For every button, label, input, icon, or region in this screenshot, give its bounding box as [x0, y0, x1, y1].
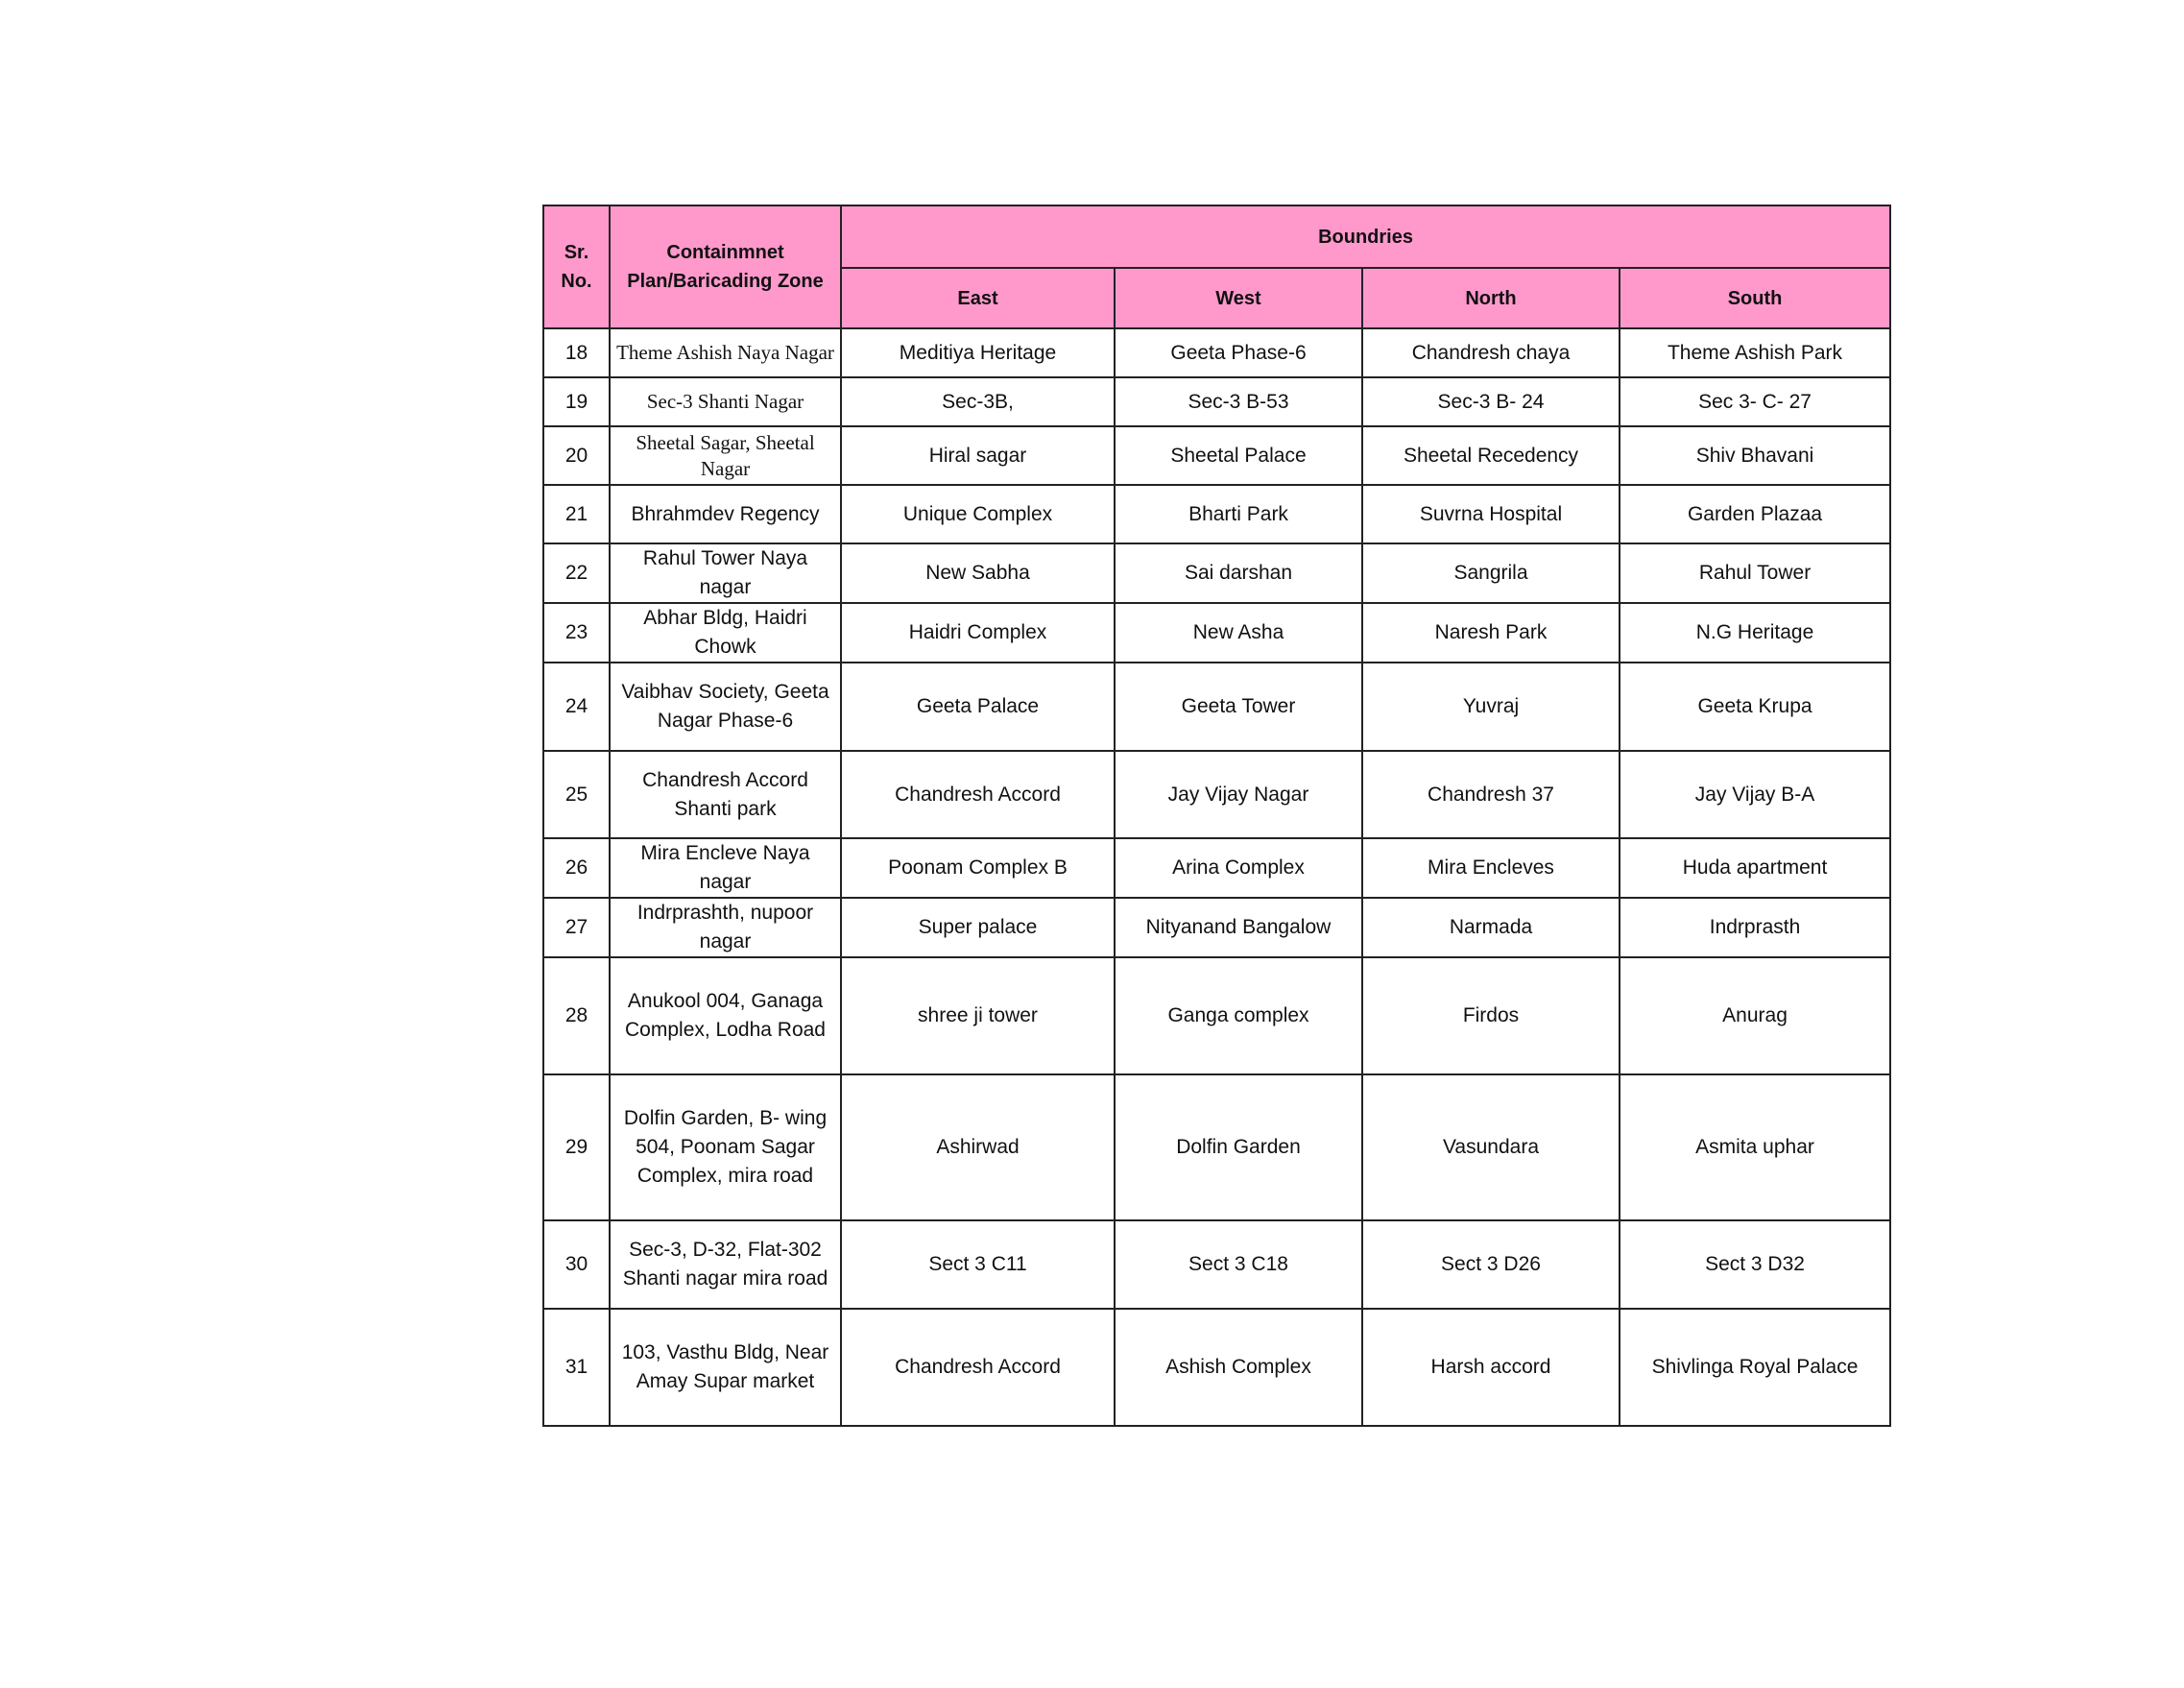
cell-north: Narmada — [1362, 898, 1620, 957]
cell-zone: Indrprashth, nupoor nagar — [610, 898, 841, 957]
table-row — [543, 751, 1890, 838]
table-row — [543, 1309, 1890, 1426]
table-row — [543, 543, 1890, 603]
cell-sr: 19 — [543, 377, 610, 426]
cell-north: Chandresh 37 — [1362, 751, 1620, 838]
cell-sr: 27 — [543, 898, 610, 957]
table-row — [543, 426, 1890, 485]
cell-west: Ashish Complex — [1115, 1309, 1362, 1426]
header-row-top — [543, 205, 1890, 268]
cell-south: Theme Ashish Park — [1620, 328, 1890, 377]
table-row — [543, 377, 1890, 426]
cell-east: shree ji tower — [841, 957, 1115, 1074]
cell-sr: 21 — [543, 485, 610, 543]
header-zone: Containmnet Plan/Baricading Zone — [610, 205, 841, 328]
cell-east: Haidri Complex — [841, 603, 1115, 663]
cell-south: N.G Heritage — [1620, 603, 1890, 663]
cell-south: Jay Vijay B-A — [1620, 751, 1890, 838]
header-north: North — [1362, 268, 1620, 328]
cell-south: Shiv Bhavani — [1620, 426, 1890, 485]
cell-east: Sect 3 C11 — [841, 1220, 1115, 1309]
cell-east: Hiral sagar — [841, 426, 1115, 485]
cell-west: Dolfin Garden — [1115, 1074, 1362, 1220]
containment-zone-table — [542, 205, 1891, 1427]
cell-zone: Sec-3 Shanti Nagar — [610, 377, 841, 426]
table-row — [543, 663, 1890, 751]
cell-north: Chandresh chaya — [1362, 328, 1620, 377]
cell-west: Bharti Park — [1115, 485, 1362, 543]
cell-west: Geeta Tower — [1115, 663, 1362, 751]
cell-south: Sec 3- C- 27 — [1620, 377, 1890, 426]
cell-east: Ashirwad — [841, 1074, 1115, 1220]
cell-east: Meditiya Heritage — [841, 328, 1115, 377]
cell-sr: 22 — [543, 543, 610, 603]
cell-zone: Sec-3, D-32, Flat-302 Shanti nagar mira road — [610, 1220, 841, 1309]
cell-south: Shivlinga Royal Palace — [1620, 1309, 1890, 1426]
cell-sr: 31 — [543, 1309, 610, 1426]
cell-east: Chandresh Accord — [841, 751, 1115, 838]
cell-north: Sect 3 D26 — [1362, 1220, 1620, 1309]
cell-east: New Sabha — [841, 543, 1115, 603]
header-south: South — [1620, 268, 1890, 328]
cell-sr: 23 — [543, 603, 610, 663]
cell-north: Yuvraj — [1362, 663, 1620, 751]
cell-south: Asmita uphar — [1620, 1074, 1890, 1220]
cell-west: Sai darshan — [1115, 543, 1362, 603]
cell-north: Harsh accord — [1362, 1309, 1620, 1426]
cell-sr: 30 — [543, 1220, 610, 1309]
cell-west: Ganga complex — [1115, 957, 1362, 1074]
cell-west: Jay Vijay Nagar — [1115, 751, 1362, 838]
cell-sr: 20 — [543, 426, 610, 485]
header-west: West — [1115, 268, 1362, 328]
table-row — [543, 485, 1890, 543]
cell-east: Super palace — [841, 898, 1115, 957]
cell-north: Sec-3 B- 24 — [1362, 377, 1620, 426]
cell-west: New Asha — [1115, 603, 1362, 663]
cell-east: Sec-3B, — [841, 377, 1115, 426]
table-row — [543, 838, 1890, 898]
cell-north: Vasundara — [1362, 1074, 1620, 1220]
cell-south: Garden Plazaa — [1620, 485, 1890, 543]
cell-zone: Bhrahmdev Regency — [610, 485, 841, 543]
table-row — [543, 603, 1890, 663]
header-sr-no: Sr. No. — [543, 205, 610, 328]
cell-south: Indrprasth — [1620, 898, 1890, 957]
header-east: East — [841, 268, 1115, 328]
cell-east: Poonam Complex B — [841, 838, 1115, 898]
cell-west: Arina Complex — [1115, 838, 1362, 898]
cell-zone: Sheetal Sagar, Sheetal Nagar — [610, 426, 841, 485]
cell-zone: Theme Ashish Naya Nagar — [610, 328, 841, 377]
cell-south: Anurag — [1620, 957, 1890, 1074]
cell-west: Sheetal Palace — [1115, 426, 1362, 485]
cell-north: Suvrna Hospital — [1362, 485, 1620, 543]
cell-zone: Vaibhav Society, Geeta Nagar Phase-6 — [610, 663, 841, 751]
cell-zone: Chandresh Accord Shanti park — [610, 751, 841, 838]
cell-sr: 24 — [543, 663, 610, 751]
table-row — [543, 898, 1890, 957]
cell-south: Geeta Krupa — [1620, 663, 1890, 751]
cell-sr: 25 — [543, 751, 610, 838]
cell-north: Naresh Park — [1362, 603, 1620, 663]
table-row — [543, 1220, 1890, 1309]
cell-west: Geeta Phase-6 — [1115, 328, 1362, 377]
cell-north: Mira Encleves — [1362, 838, 1620, 898]
cell-south: Rahul Tower — [1620, 543, 1890, 603]
cell-north: Firdos — [1362, 957, 1620, 1074]
table-row — [543, 328, 1890, 377]
cell-east: Unique Complex — [841, 485, 1115, 543]
cell-zone: Dolfin Garden, B- wing 504, Poonam Sagar Complex, mira road — [610, 1074, 841, 1220]
cell-sr: 28 — [543, 957, 610, 1074]
table-row — [543, 957, 1890, 1074]
cell-west: Sect 3 C18 — [1115, 1220, 1362, 1309]
cell-zone: Abhar Bldg, Haidri Chowk — [610, 603, 841, 663]
cell-west: Nityanand Bangalow — [1115, 898, 1362, 957]
cell-east: Geeta Palace — [841, 663, 1115, 751]
cell-zone: Anukool 004, Ganaga Complex, Lodha Road — [610, 957, 841, 1074]
cell-north: Sheetal Recedency — [1362, 426, 1620, 485]
cell-sr: 18 — [543, 328, 610, 377]
cell-east: Chandresh Accord — [841, 1309, 1115, 1426]
cell-south: Huda apartment — [1620, 838, 1890, 898]
cell-north: Sangrila — [1362, 543, 1620, 603]
table-row — [543, 1074, 1890, 1220]
cell-zone: Rahul Tower Naya nagar — [610, 543, 841, 603]
cell-sr: 29 — [543, 1074, 610, 1220]
cell-sr: 26 — [543, 838, 610, 898]
cell-west: Sec-3 B-53 — [1115, 377, 1362, 426]
cell-zone: Mira Encleve Naya nagar — [610, 838, 841, 898]
header-boundaries: Boundries — [841, 205, 1890, 268]
cell-zone: 103, Vasthu Bldg, Near Amay Supar market — [610, 1309, 841, 1426]
cell-south: Sect 3 D32 — [1620, 1220, 1890, 1309]
